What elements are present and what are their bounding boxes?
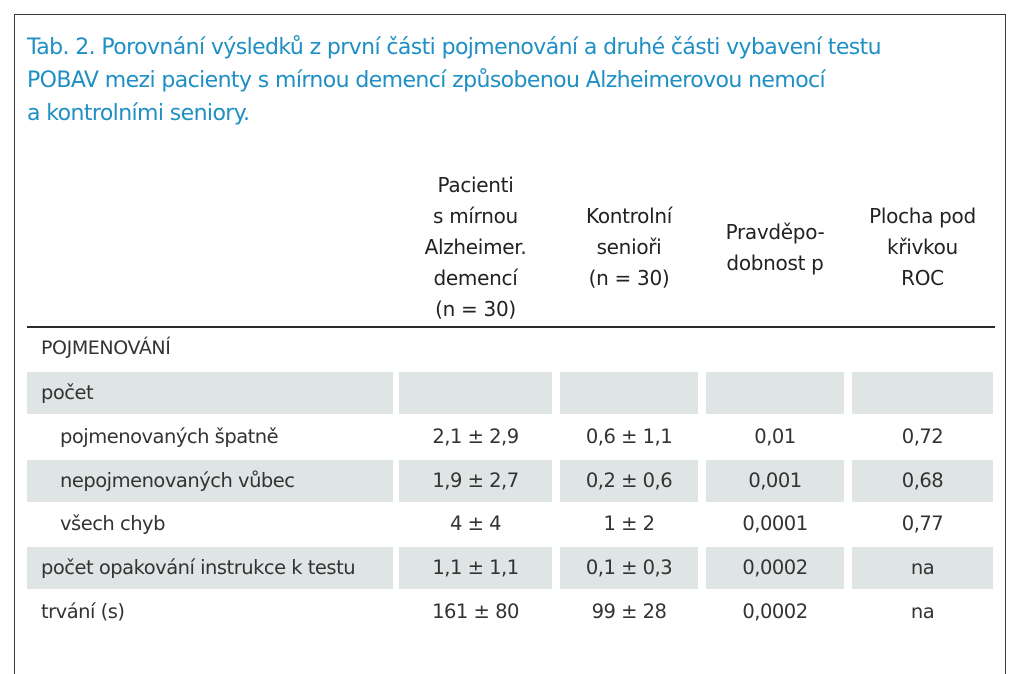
table-row: [27, 372, 995, 414]
row-label: nepojmenovaných vůbec: [27, 460, 393, 502]
table-caption: [27, 31, 987, 130]
section-label: POJMENOVÁNÍ: [41, 337, 171, 359]
cell-roc: 0,72: [901, 425, 944, 448]
table-row: [27, 591, 995, 633]
row-label: počet: [27, 372, 393, 414]
header-line: s mírnou: [433, 204, 518, 228]
header-patients: [399, 170, 552, 325]
header-line: Alzheimer.: [424, 235, 527, 259]
header-controls: [560, 201, 698, 294]
cell-p-value: 0,0001: [742, 512, 808, 535]
header-line: Pravděpo-: [725, 220, 825, 244]
cell-roc: na: [852, 547, 993, 589]
cell-patients: [399, 372, 552, 414]
cell-patients: 4 ± 4: [449, 512, 502, 535]
cell-p-value: 0,0002: [706, 547, 844, 589]
cell-p-value: 0,0002: [742, 600, 808, 623]
cell-p-value: 0,01: [754, 425, 796, 448]
header-probability: [706, 217, 844, 279]
table-row: [27, 416, 995, 458]
header-line: senioři: [596, 235, 662, 259]
cell-roc: [852, 372, 993, 414]
row-label: všech chyb: [60, 512, 165, 535]
cell-patients: 2,1 ± 2,9: [432, 425, 519, 448]
cell-patients: 1,9 ± 2,7: [399, 460, 552, 502]
header-line: Kontrolní: [586, 204, 672, 228]
cell-controls: 99 ± 28: [591, 600, 667, 623]
header-line: Pacienti: [437, 173, 514, 197]
cell-patients: 1,1 ± 1,1: [399, 547, 552, 589]
cell-p-value: [706, 372, 844, 414]
cell-controls: 0,1 ± 0,3: [560, 547, 698, 589]
cell-patients: 161 ± 80: [432, 600, 519, 623]
table-row: [27, 503, 995, 545]
header-line: demencí: [433, 266, 518, 290]
caption-line-3: a kontrolními seniory.: [27, 101, 250, 126]
table-row: [27, 460, 995, 502]
cell-roc: 0,77: [901, 512, 944, 535]
header-line: Plocha pod: [869, 204, 976, 228]
header-line: ROC: [901, 266, 944, 290]
cell-controls: 1 ± 2: [603, 512, 655, 535]
header-line: (n = 30): [588, 266, 670, 290]
table-row: [27, 547, 995, 589]
header-line: dobnost p: [726, 251, 824, 275]
header-divider: [27, 326, 995, 328]
row-label: pojmenovaných špatně: [60, 425, 279, 448]
caption-line-2: POBAV mezi pacienty s mírnou demencí způsobenou Alzheimerovou nemocí: [27, 68, 826, 93]
cell-controls: [560, 372, 698, 414]
header-line: (n = 30): [435, 297, 516, 321]
cell-roc: na: [910, 600, 935, 623]
caption-line-1: Tab. 2. Porovnání výsledků z první části pojmenování a druhé části vybavení testu: [27, 35, 881, 60]
cell-roc: 0,68: [852, 460, 993, 502]
header-line: křivkou: [887, 235, 958, 259]
row-label: trvání (s): [41, 600, 125, 623]
header-roc: [852, 201, 993, 294]
row-label: počet opakování instrukce k testu: [27, 547, 393, 589]
cell-controls: 0,2 ± 0,6: [560, 460, 698, 502]
cell-p-value: 0,001: [706, 460, 844, 502]
cell-controls: 0,6 ± 1,1: [585, 425, 673, 448]
